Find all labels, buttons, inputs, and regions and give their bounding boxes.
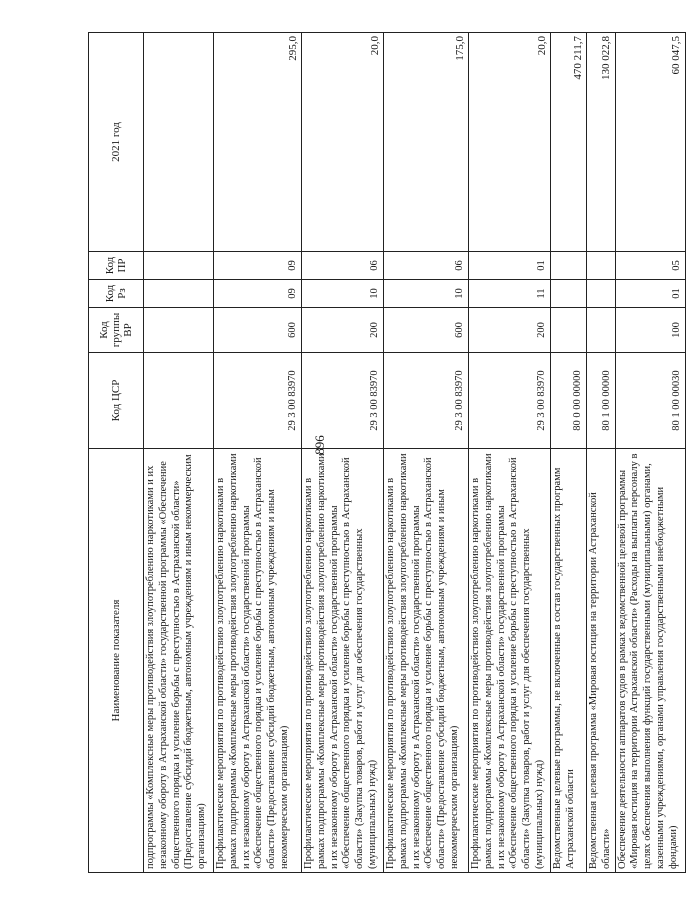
- cell-amount: 20,0: [469, 33, 551, 252]
- header-csr: Код ЦСР: [89, 353, 144, 449]
- cell-vr: 100: [615, 308, 685, 353]
- header-name: Наименование показателя: [89, 449, 144, 873]
- header-row: [89, 33, 144, 873]
- cell-name: Обеспечение деятельности аппаратов судов в рамках ведомственной целевой программы «Мировая юстиция на территории Астраханской области» (Расходы на выплаты персоналу в целях обеспечения выполнения функций государственными (муниципальными) органами, казенными учреждениями, органами управления государственными внебюджетными фондами): [615, 449, 685, 873]
- table-row: [144, 33, 214, 873]
- table-row: [551, 33, 587, 873]
- budget-table: [88, 32, 686, 873]
- rotated-page: [88, 33, 683, 873]
- cell-rz: 11: [469, 280, 551, 308]
- cell-rz: 09: [214, 280, 302, 308]
- header-vr: Код группы ВР: [89, 308, 144, 353]
- cell-vr: [587, 308, 616, 353]
- header-rz: Код Рз: [89, 280, 144, 308]
- cell-amount: 470 211,7: [551, 33, 587, 252]
- cell-csr: 29 3 00 83970: [469, 353, 551, 449]
- cell-rz: 10: [384, 280, 469, 308]
- cell-pr: 06: [302, 252, 384, 280]
- cell-pr: [144, 252, 214, 280]
- cell-vr: 200: [469, 308, 551, 353]
- header-amount: 2021 год: [89, 33, 144, 252]
- cell-amount: 295,0: [214, 33, 302, 252]
- cell-pr: [587, 252, 616, 280]
- cell-csr: 29 3 00 83970: [384, 353, 469, 449]
- cell-name: Профилактические мероприятия по противодействию злоупотреблению наркотиками в рамках подпрограммы «Комплексные меры противодействия злоупотреблению наркотиками и их незаконному обороту в Астраханской области» государственной программы «Обеспечение общественного порядка и усиление борьбы с преступностью в Астраханской области» (Предоставление субсидий бюджетным, автономным учреждениям и иным некоммерческим организациям): [384, 449, 469, 873]
- cell-amount: 175,0: [384, 33, 469, 252]
- cell-amount: 20,0: [302, 33, 384, 252]
- cell-csr: 80 1 00 00000: [587, 353, 616, 449]
- header-pr: Код ПР: [89, 252, 144, 280]
- cell-amount: [144, 33, 214, 252]
- cell-name: Профилактические мероприятия по противодействию злоупотреблению наркотиками в рамках подпрограммы «Комплексные меры противодействия злоупотреблению наркотиками и их незаконному обороту в Астраханской области» государственной программы «Обеспечение общественного порядка и усиление борьбы с преступностью в Астраханской области» (Закупка товаров, работ и услуг для обеспечения государственных (муниципальных) нужд): [302, 449, 384, 873]
- cell-amount: 60 047,5: [615, 33, 685, 252]
- cell-pr: 06: [384, 252, 469, 280]
- table-row: [302, 33, 384, 873]
- cell-vr: 200: [302, 308, 384, 353]
- cell-csr: [144, 353, 214, 449]
- cell-csr: 29 3 00 83970: [214, 353, 302, 449]
- table-row: [384, 33, 469, 873]
- cell-name: Ведомственные целевые программы, не включенные в состав государственных программ Астраханской области: [551, 449, 587, 873]
- cell-vr: 600: [384, 308, 469, 353]
- cell-rz: 01: [615, 280, 685, 308]
- cell-rz: [144, 280, 214, 308]
- cell-csr: 80 1 00 00030: [615, 353, 685, 449]
- cell-name: Ведомственная целевая программа «Мировая юстиция на территории Астраханской области»: [587, 449, 616, 873]
- cell-pr: [551, 252, 587, 280]
- cell-vr: 600: [214, 308, 302, 353]
- cell-pr: 09: [214, 252, 302, 280]
- cell-pr: 05: [615, 252, 685, 280]
- cell-pr: 01: [469, 252, 551, 280]
- cell-name: подпрограммы «Комплексные меры противодействия злоупотреблению наркотиками и их незаконному обороту в Астраханской области» государственной программы «Обеспечение общественного порядка и усиление борьбы с преступностью в Астраханской области» (Предоставление субсидий бюджетным, автономным учреждениям и иным некоммерческим организациям): [144, 449, 214, 873]
- cell-rz: [587, 280, 616, 308]
- cell-name: Профилактические мероприятия по противодействию злоупотреблению наркотиками в рамках подпрограммы «Комплексные меры противодействия злоупотреблению наркотиками и их незаконному обороту в Астраханской области» государственной программы «Обеспечение общественного порядка и усиление борьбы с преступностью в Астраханской области» (Закупка товаров, работ и услуг для обеспечения государственных (муниципальных) нужд): [469, 449, 551, 873]
- page-number: 896: [311, 435, 327, 455]
- cell-amount: 130 022,8: [587, 33, 616, 252]
- cell-rz: [551, 280, 587, 308]
- cell-csr: 29 3 00 83970: [302, 353, 384, 449]
- cell-name: Профилактические мероприятия по противодействию злоупотреблению наркотиками в рамках подпрограммы «Комплексные меры противодействия злоупотреблению наркотиками и их незаконному обороту в Астраханской области» государственной программы «Обеспечение общественного порядка и усиление борьбы с преступностью в Астраханской области» (Предоставление субсидий бюджетным, автономным учреждениям и иным некоммерческим организациям): [214, 449, 302, 873]
- table-row: [214, 33, 302, 873]
- table-row: [469, 33, 551, 873]
- cell-vr: [551, 308, 587, 353]
- cell-rz: 10: [302, 280, 384, 308]
- cell-vr: [144, 308, 214, 353]
- table-row: [587, 33, 616, 873]
- table-row: [615, 33, 685, 873]
- cell-csr: 80 0 00 00000: [551, 353, 587, 449]
